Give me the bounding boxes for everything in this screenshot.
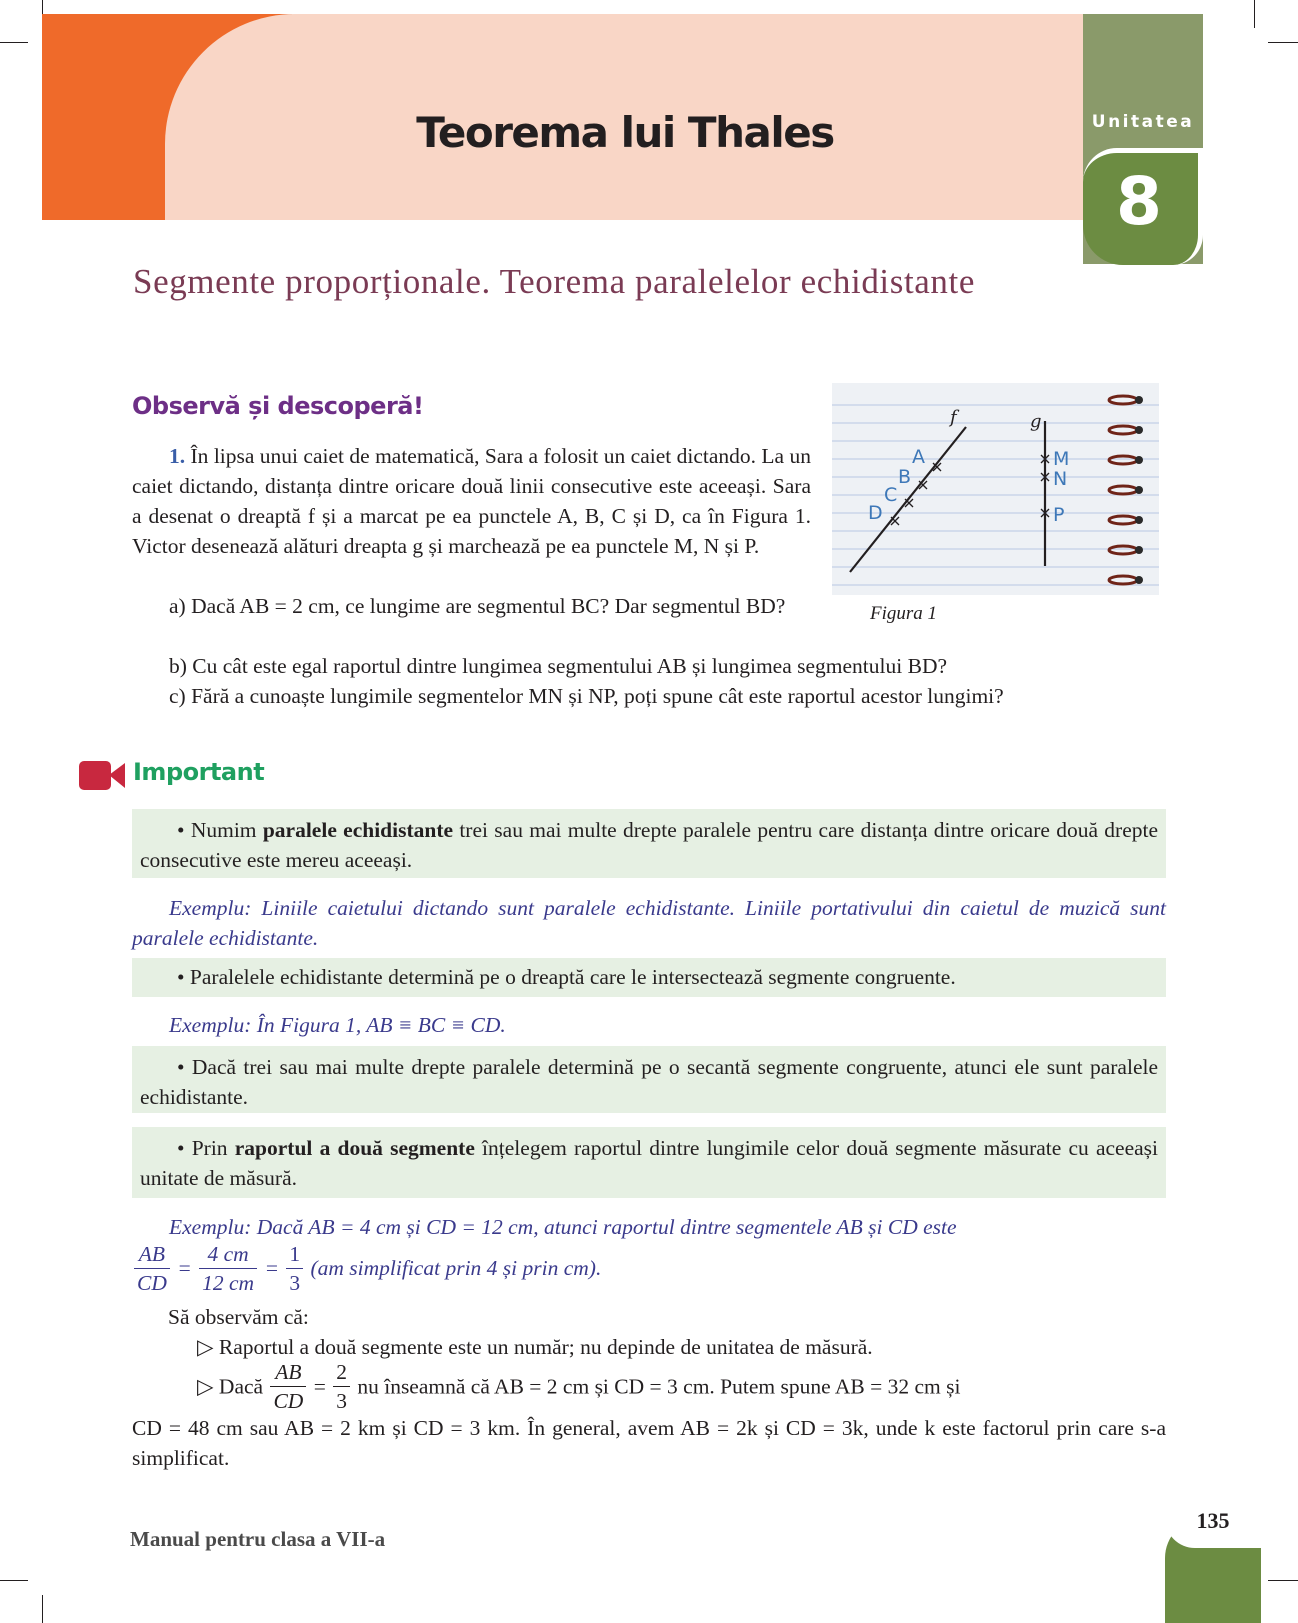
fraction-1-3: $\frac{1}{3}$ — [286, 1240, 303, 1297]
label-f: f — [950, 407, 957, 428]
question-a-text: a) Dacă AB = 2 cm, ce lungime are segmentul BC? Dar segmentul BD? — [169, 594, 786, 618]
important-icon — [79, 760, 125, 791]
point-A: A — [912, 446, 925, 468]
example-1: Exemplu: Liniile caietului dictando sunt paralele echidistante. Liniile portativului din caietul de muzică sunt paralele echidistante. — [132, 896, 1166, 950]
definition-box-4: • Prin raportul a două segmente înțelegem raportul dintre lungimile celor două segmente măsurate cu aceeași unitate de măsură. — [132, 1127, 1166, 1198]
crop-mark — [0, 1580, 28, 1581]
definition-box-3: • Dacă trei sau mai multe drepte paralele determină pe o secantă segmente congruente, atunci ele sunt paralele echidistante. — [132, 1046, 1166, 1113]
problem-number: 1. — [169, 444, 186, 468]
point-M: M — [1053, 448, 1070, 470]
crop-mark — [1254, 0, 1255, 28]
fraction-ab-cd-2: $\frac{AB}{CD}$ — [270, 1358, 306, 1415]
crop-mark — [1268, 42, 1298, 43]
term-paralele-echidistante: paralele echidistante — [262, 818, 454, 842]
note-bullet-2: ▷ Dacă $\frac{AB}{CD}$ = $\frac{2}{3}$ nu înseamnă că AB = 2 cm și CD = 3 cm. Putem spune AB = 32 cm și — [197, 1360, 961, 1413]
point-C: C — [884, 484, 898, 506]
observe-note: Să observăm că: — [168, 1305, 309, 1329]
unit-number: 8 — [1116, 163, 1162, 240]
definition-box-1: • Numim paralele echidistante trei sau mai multe drepte paralele pentru care distanța dintre oricare două drepte consecutive este mereu aceeași. — [132, 809, 1166, 878]
crop-mark — [1268, 1580, 1298, 1581]
question-a — [132, 591, 811, 621]
label-g: g — [1030, 411, 1042, 432]
example-3-fractions: $\frac{AB}{CD}$ = $\frac{4 cm}{12 cm}$ = $\frac{1}{3}$ (am simplificat prin 4 și prin cm). — [132, 1240, 601, 1297]
triangle-bullet-icon: ▷ — [197, 1374, 214, 1399]
important-heading: Important — [133, 758, 265, 786]
fraction-4cm-12cm: $\frac{4 cm}{12 cm}$ — [199, 1240, 257, 1297]
crop-mark — [42, 1595, 43, 1623]
example-2: Exemplu: În Figura 1, AB ≡ BC ≡ CD. — [169, 1013, 506, 1037]
definition-box-2: • Paralelele echidistante determină pe o dreaptă care le intersectează segmente congruente. — [132, 958, 1166, 997]
point-P: P — [1053, 504, 1065, 526]
footer-book-title: Manual pentru clasa a VII-a — [130, 1527, 386, 1551]
observe-heading: Observă și descoperă! — [132, 392, 424, 420]
page-number: 135 — [1196, 1508, 1230, 1533]
crop-mark — [0, 42, 28, 43]
notebook-illustration — [832, 383, 1159, 595]
fraction-2-3: $\frac{2}{3}$ — [333, 1358, 350, 1415]
point-B: B — [898, 466, 912, 488]
figure-1-notebook — [832, 383, 1159, 595]
point-D: D — [868, 502, 883, 524]
unit-label: Unitatea — [1091, 112, 1195, 132]
triangle-bullet-icon: ▷ — [197, 1335, 214, 1359]
fraction-ab-cd: $\frac{AB}{CD}$ — [134, 1240, 170, 1297]
term-raportul-segmente: raportul a două segmente — [234, 1136, 475, 1160]
problem-intro — [132, 441, 811, 561]
lesson-subtitle: Segmente proporționale. Teorema paralelelor echidistante — [133, 262, 975, 301]
note-bullet-2-continued: CD = 48 cm sau AB = 2 km și CD = 3 km. În general, avem AB = 2k și CD = 3k, unde k este factorul prin care s-a simplificat. — [132, 1416, 1166, 1470]
question-c-text: c) Fără a cunoaște lungimile segmentelor MN și NP, poți spune cât este raportul acestor lungimi? — [169, 684, 1004, 708]
chapter-title: Teorema lui Thales — [416, 108, 834, 157]
note-bullet-1: ▷ Raportul a două segmente este un număr; nu depinde de unitatea de măsură. — [197, 1335, 873, 1359]
figure-caption: Figura 1 — [870, 603, 938, 624]
question-c — [132, 681, 1166, 711]
question-b — [132, 651, 1166, 681]
question-b-text: b) Cu cât este egal raportul dintre lungimea segmentului AB și lungimea segmentului BD? — [169, 654, 948, 678]
problem-text: În lipsa unui caiet de matematică, Sara a folosit un caiet dictando. La un caiet dictando, distanța dintre oricare două linii consecutive este aceeași. Sara a desenat o dreaptă f și a marcat pe ea punctele A, B, C și D, ca în Figura 1. Victor desenează alături dreapta g și marchează pe ea punctele M, N și P. — [132, 444, 811, 558]
point-N: N — [1053, 468, 1068, 490]
example-3-line1: Exemplu: Dacă AB = 4 cm și CD = 12 cm, atunci raportul dintre segmentele AB și CD este — [169, 1215, 957, 1239]
